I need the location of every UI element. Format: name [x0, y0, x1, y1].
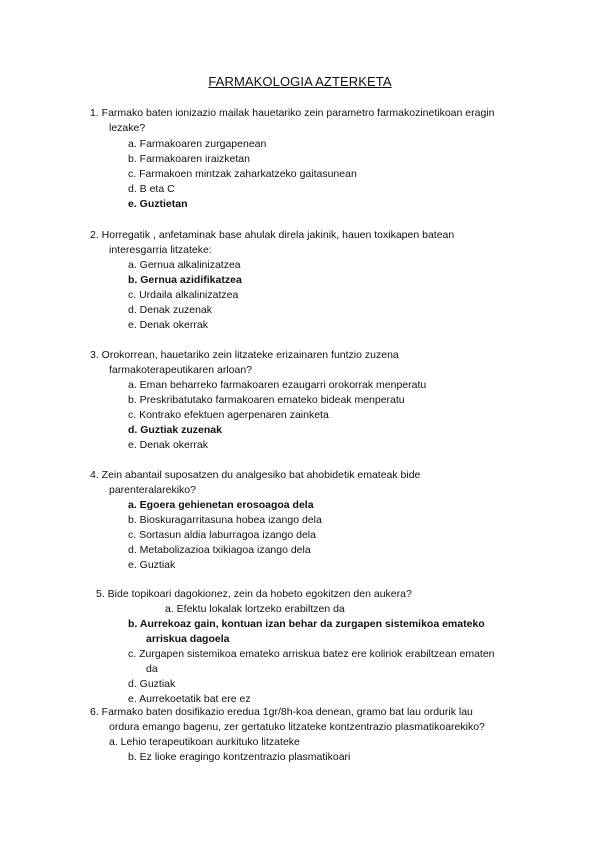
question-1-option-d: d. B eta C: [128, 183, 175, 195]
question-5-option-b-continuation: arriskua dagoela: [146, 633, 230, 645]
question-1-option-e-correct: e. Guztietan: [128, 198, 188, 210]
question-2-option-a: a. Gernua alkalinizatzea: [128, 259, 241, 271]
question-3-option-c: c. Kontrako efektuen agerpenaren zainketa: [128, 409, 329, 421]
question-5-line-1: 5. Bide topikoari dagokionez, zein da hobeto egokitzen den aukera?: [96, 588, 412, 600]
question-2-option-c: c. Urdaila alkalinizatzea: [128, 289, 239, 301]
question-6-option-b: b. Ez lioke eragingo kontzentrazio plasmatikoari: [128, 751, 351, 763]
page-title: FARMAKOLOGIA AZTERKETA: [208, 74, 392, 89]
question-3-line-2: farmakoterapeutikaren arloan?: [109, 364, 253, 376]
question-1-line-1: 1. Farmako baten ionizazio mailak hauetariko zein parametro farmakozinetikoan eragin: [90, 107, 495, 119]
question-1-option-b: b. Farmakoaren iraizketan: [128, 153, 250, 165]
question-3-option-d-correct: d. Guztiak zuzenak: [128, 424, 222, 436]
question-4-option-b: b. Bioskuragarritasuna hobea izango dela: [128, 514, 322, 526]
question-6-line-1: 6. Farmako baten dosifikazio eredua 1gr/8h-koa denean, gramo bat lau ordurik lau: [90, 706, 473, 718]
question-5-option-b-correct: b. Aurrekoaz gain, kontuan izan behar da zurgapen sistemikoa emateko: [128, 618, 485, 630]
question-3-option-a: a. Eman beharreko farmakoaren ezaugarri orokorrak menperatu: [128, 379, 427, 391]
question-3-option-e: e. Denak okerrak: [128, 439, 208, 451]
question-2-line-2: interesgarria litzateke:: [109, 244, 212, 256]
question-6-line-2: ordura emango bagenu, zer gertatuko litzateke kontzentrazio plasmatikoarekiko?: [109, 721, 485, 733]
question-1-line-2: lezake?: [109, 122, 146, 134]
question-4-option-d: d. Metabolizazioa txikiagoa izango dela: [128, 544, 311, 556]
question-4-line-1: 4. Zein abantail suposatzen du analgesiko bat ahobidetik emateak bide: [90, 469, 421, 481]
question-2-option-d: d. Denak zuzenak: [128, 304, 213, 316]
question-2-option-b-correct: b. Gernua azidifikatzea: [128, 274, 242, 286]
question-5-option-e: e. Aurrekoetatik bat ere ez: [128, 693, 251, 705]
question-4-option-a-correct: a. Egoera gehienetan erosoagoa dela: [128, 499, 314, 511]
question-4-line-2: parenteralarekiko?: [109, 484, 196, 496]
question-3-option-b: b. Preskribatutako farmakoaren emateko bideak menperatu: [128, 394, 405, 406]
question-3-line-1: 3. Orokorrean, hauetariko zein litzateke erizainaren funtzio zuzena: [90, 349, 399, 361]
question-1-option-a: a. Farmakoaren zurgapenean: [128, 138, 267, 150]
question-5-option-c-continuation: da: [146, 663, 158, 675]
question-5-option-d: d. Guztiak: [128, 678, 176, 690]
question-6-option-a: a. Lehio terapeutikoan aurkituko litzateke: [109, 736, 300, 748]
question-2-line-1: 2. Horregatik , anfetaminak base ahulak direla jakinik, hauen toxikapen batean: [90, 229, 455, 241]
question-1-option-c: c. Farmakoen mintzak zaharkatzeko gaitasunean: [128, 168, 357, 180]
question-4-option-c: c. Sortasun aldia laburragoa izango dela: [128, 529, 316, 541]
question-5-option-c: c. Zurgapen sistemikoa emateko arriskua batez ere koliriok erabiltzean ematen: [128, 648, 495, 660]
question-4-option-e: e. Guztiak: [128, 559, 176, 571]
question-2-option-e: e. Denak okerrak: [128, 319, 208, 331]
question-5-option-a: a. Efektu lokalak lortzeko erabiltzen da: [165, 603, 345, 615]
